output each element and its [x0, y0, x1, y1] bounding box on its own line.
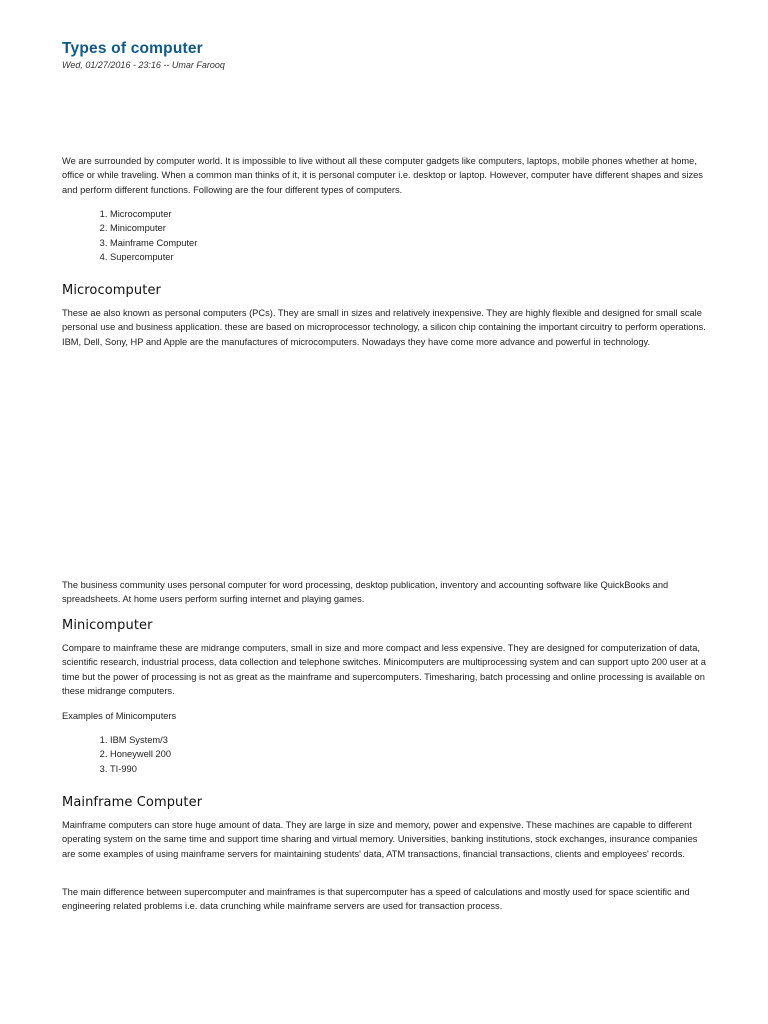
list-item: 4. Supercomputer [110, 250, 760, 264]
heading-minicomputer: Minicomputer [62, 618, 153, 633]
list-item: 1. IBM System/3 [110, 733, 760, 747]
list-item: 3. Mainframe Computer [110, 236, 760, 250]
list-item: 1. Microcomputer [110, 207, 760, 221]
list-item: 3. TI-990 [110, 762, 760, 776]
heading-microcomputer: Microcomputer [62, 283, 161, 298]
post-meta: Wed, 01/27/2016 - 23:16 -- Umar Farooq [62, 60, 225, 70]
heading-mainframe: Mainframe Computer [62, 795, 203, 810]
minicomputer-examples-list [62, 733, 760, 776]
intro-paragraph: We are surrounded by computer world. It is impossible to live without all these computer gadgets like computers, laptops, mobile phones whether at home, office or while traveling. When a common man thinks of it, it is personal computer i.e. desktop or laptop. However, computer have different shapes and sizes and perform different functions. Following are the four different types of computers. [62, 156, 703, 195]
microcomputer-paragraph: These ae also known as personal computers (PCs). They are small in sizes and relatively inexpensive. They are highly flexible and designed for small scale personal use and business application. these are based on microprocessor technology, a silicon chip containing the important circuitry to perform operations. IBM, Dell, Sony, HP and Apple are the manufactures of microcomputers. Nowadays they have come more advance and powerful in technology. [62, 308, 706, 347]
microcomputer-usage-paragraph: The business community uses personal computer for word processing, desktop publication, inventory and accounting software like QuickBooks and spreadsheets. At home users perform surfing internet and playing games. [62, 580, 669, 605]
list-item: 2. Honeywell 200 [110, 747, 760, 761]
minicomputer-paragraph: Compare to mainframe these are midrange computers, small in size and more compact and less expensive. They are designed for computerization of data, scientific research, industrial process, data collection and telephone switches. Minicomputers are multiprocessing system and can support upto 200 user at a time but the power of processing is not as great as the mainframe and supercomputers. Timesharing, batch processing and online processing is available on these midrange computers. [62, 643, 706, 697]
mainframe-paragraph: Mainframe computers can store huge amount of data. They are large in size and memory, power and expensive. These machines are capable to different operating system on the same time and support time sharing and virtual memory. Universities, banking institutions, stock exchanges, insurance companies are some examples of using mainframe servers for maintaining students' data, ATM transactions, financial transactions, clients and employees' records. [62, 820, 698, 859]
page-title: Types of computer [62, 40, 203, 57]
list-item: 2. Minicomputer [110, 221, 760, 235]
mainframe-comparison-paragraph: The main difference between supercomputer and mainframes is that supercomputer has a speed of calculations and mostly used for space scientific and engineering related problems i.e. data crunching while mainframe servers are used for transaction process. [62, 887, 690, 912]
types-list [62, 207, 760, 265]
minicomputer-examples-label: Examples of Minicomputers [62, 711, 177, 721]
